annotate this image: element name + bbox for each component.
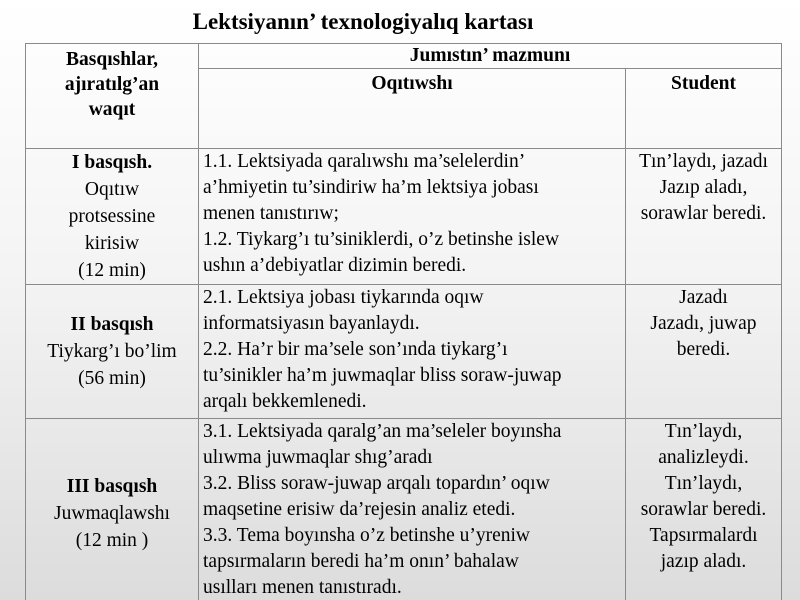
teacher-cell bbox=[199, 285, 626, 419]
teacher-line: ushın a’debiyatlar dizimin beredi. bbox=[203, 255, 467, 276]
student-line: Tın’laydı, bbox=[664, 473, 743, 494]
header-student-cell: Student bbox=[626, 69, 782, 149]
student-line: Tın’laydı, bbox=[664, 421, 743, 442]
teacher-line: menen tanıstırıw; bbox=[203, 203, 339, 224]
student-line: Jazadı bbox=[679, 287, 728, 308]
student-line: beredi. bbox=[676, 339, 731, 360]
teacher-line: 2.1. Lektsiya jobası tiykarında oqıw bbox=[203, 287, 484, 308]
stage-line: (12 min ) bbox=[75, 530, 149, 551]
stage-title: III basqısh bbox=[66, 476, 158, 497]
stage-line: Tiykarg’ı bo’lim bbox=[47, 341, 177, 362]
stage-cell bbox=[26, 285, 199, 419]
student-cell bbox=[626, 285, 782, 419]
header-stage-line: ajıratılg’an bbox=[64, 74, 160, 95]
student-line: analizleydi. bbox=[658, 447, 749, 468]
teacher-line: 1.2. Tiykarg’ı tu’siniklerdi, o’z betinshe islew bbox=[203, 229, 560, 250]
student-line: Jazıp aladı, bbox=[659, 177, 748, 198]
table-row bbox=[26, 285, 782, 419]
page-title: Lektsiyanın’ texnologiyalıq kartası bbox=[192, 9, 534, 34]
teacher-cell bbox=[199, 149, 626, 285]
header-content-cell: Jumıstın’ mazmunı bbox=[199, 44, 782, 69]
stage-line: Oqıtıw bbox=[84, 179, 140, 200]
teacher-line: arqalı bekkemlenedi. bbox=[203, 391, 367, 412]
teacher-line: 3.3. Tema boyınsha o’z betinshe u’yreniw bbox=[203, 525, 530, 546]
stage-cell bbox=[26, 419, 199, 600]
teacher-cell bbox=[199, 419, 626, 600]
teacher-line: 3.1. Lektsiyada qaralg’an ma’seleler boyınsha bbox=[203, 421, 562, 442]
student-line: jazıp aladı. bbox=[660, 551, 747, 572]
stage-cell bbox=[26, 149, 199, 285]
stage-line: (12 min) bbox=[78, 260, 146, 281]
table-row bbox=[26, 149, 782, 285]
stage-title: II basqısh bbox=[70, 314, 154, 335]
student-line: sorawlar beredi. bbox=[640, 203, 767, 224]
header-stage-line: Basqıshlar, bbox=[66, 49, 158, 70]
technology-card-table bbox=[25, 43, 782, 600]
teacher-line: tu’sinikler ha’m juwmaqlar bliss soraw-juwap bbox=[203, 365, 562, 386]
student-cell bbox=[626, 419, 782, 600]
teacher-line: ulıwma juwmaqlar shıg’aradı bbox=[203, 447, 433, 468]
teacher-line: 1.1. Lektsiyada qaralıwshı ma’selelerdin’ bbox=[203, 151, 526, 172]
student-line: Tapsırmalardı bbox=[649, 525, 758, 546]
student-line: Jazadı, juwap bbox=[650, 313, 757, 334]
teacher-line: 3.2. Bliss soraw-juwap arqalı topardın’ oqıw bbox=[203, 473, 550, 494]
stage-line: kirisiw bbox=[84, 233, 140, 254]
header-row bbox=[26, 44, 782, 69]
teacher-line: informatsiyasın bayanlaydı. bbox=[203, 313, 420, 334]
stage-line: protsessine bbox=[68, 206, 156, 227]
header-stage-line: waqıt bbox=[88, 99, 136, 120]
student-line: Tın’laydı, jazadı bbox=[639, 151, 768, 172]
header-teacher-cell: Oqıtıwshı bbox=[199, 69, 626, 149]
teacher-line: usılları menen tanıstıradı. bbox=[203, 577, 402, 598]
stage-title: I basqısh. bbox=[71, 152, 153, 173]
stage-line: (56 min) bbox=[78, 368, 146, 389]
student-cell bbox=[626, 149, 782, 285]
teacher-line: tapsırmaların beredi ha’m onın’ bahalaw bbox=[203, 551, 519, 572]
student-line: sorawlar beredi. bbox=[640, 499, 767, 520]
stage-line: Juwmaqlawshı bbox=[54, 503, 170, 524]
table-row bbox=[26, 419, 782, 600]
teacher-line: 2.2. Ha’r bir ma’sele son’ında tiykarg’ı bbox=[203, 339, 508, 360]
header-stage-cell bbox=[26, 44, 199, 149]
teacher-line: a’hmiyetin tu’sindiriw ha’m lektsiya jobası bbox=[203, 177, 539, 198]
teacher-line: maqsetine erisiw da’rejesin analiz etedi. bbox=[203, 499, 516, 520]
